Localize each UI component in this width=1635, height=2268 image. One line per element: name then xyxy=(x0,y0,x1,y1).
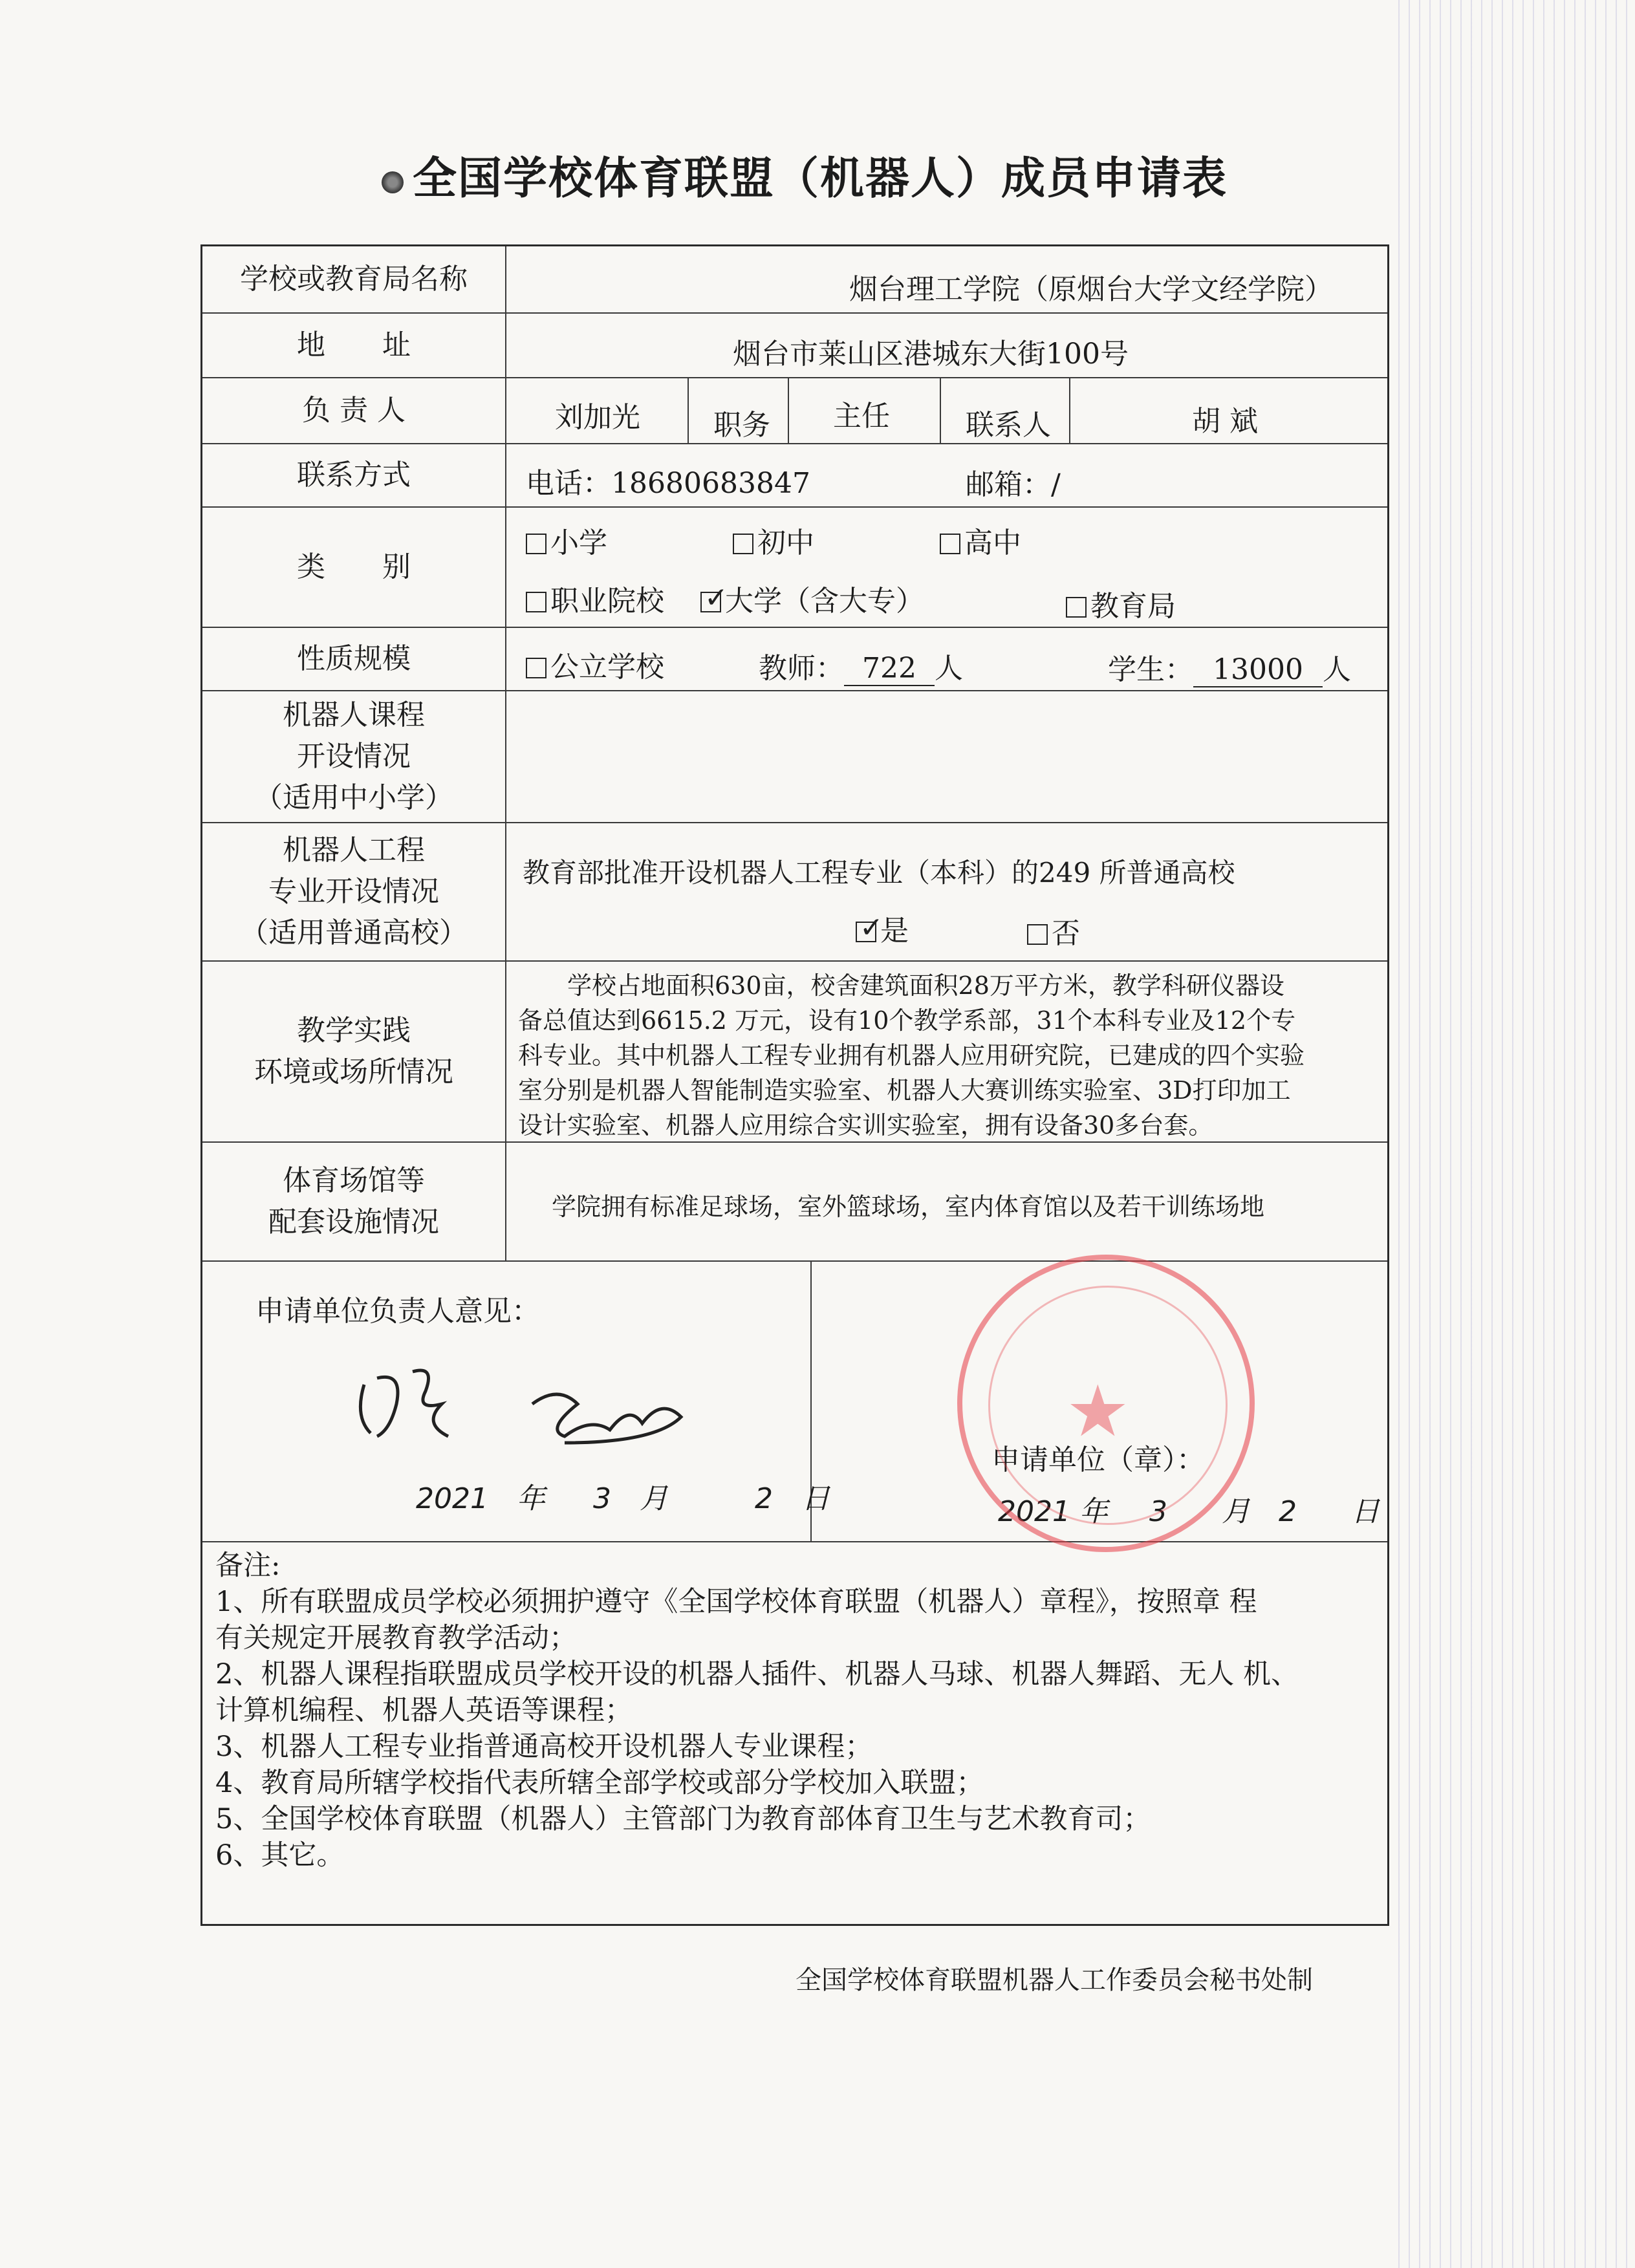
student-unit: 人 xyxy=(1323,653,1351,686)
note-item: 3、机器人工程专业指普通高校开设机器人专业课程； xyxy=(215,1731,873,1763)
category-option-junior[interactable] xyxy=(733,519,814,561)
email-value: 邮箱：/ xyxy=(966,468,1061,501)
year-unit: 年 xyxy=(516,1482,545,1515)
checkbox-icon xyxy=(733,534,753,554)
label-line: 教学实践 xyxy=(297,1014,411,1047)
contact-info-label: 联系方式 xyxy=(202,444,506,506)
seal-label: 申请单位（章）： xyxy=(991,1443,1205,1476)
right-month: 3 xyxy=(1149,1495,1167,1528)
divider xyxy=(940,378,941,443)
label-line: 配套设施情况 xyxy=(268,1205,439,1238)
note-item: 1、所有联盟成员学校必须拥护遵守《全国学校体育联盟（机器人）章程》，按照章 程 xyxy=(215,1586,1257,1618)
month-unit: 月 xyxy=(639,1482,668,1515)
notes-section xyxy=(215,1548,1299,1874)
label-line: 环境或场所情况 xyxy=(254,1055,453,1088)
teacher-unit: 人 xyxy=(935,652,963,685)
school-value: 烟台理工学院（原烟台大学文经学院） xyxy=(849,273,1333,306)
category-option-education-bureau[interactable] xyxy=(1066,583,1176,624)
label-line: 开设情况 xyxy=(297,740,411,773)
label-line: 机器人工程 xyxy=(283,834,425,867)
teaching-practice-label xyxy=(202,962,506,1141)
month-unit: 月 xyxy=(1221,1495,1250,1528)
footer-issuer: 全国学校体育联盟机器人工作委员会秘书处制 xyxy=(796,1965,1313,1995)
label-line: 专业开设情况 xyxy=(268,875,439,908)
day-unit: 日 xyxy=(801,1482,830,1515)
contact-person-value: 胡 斌 xyxy=(1192,405,1258,438)
note-item: 5、全国学校体育联盟（机器人）主管部门为教育部体育卫生与艺术教育司； xyxy=(215,1803,1151,1835)
category-option-primary[interactable] xyxy=(526,519,607,561)
public-school-option[interactable] xyxy=(526,643,664,685)
divider xyxy=(688,378,689,443)
category-option-vocational[interactable] xyxy=(526,578,664,619)
checkbox-icon xyxy=(1066,597,1087,618)
option-label: 公立学校 xyxy=(550,651,664,684)
row-school xyxy=(202,246,1387,314)
form-title xyxy=(382,144,1313,202)
robot-course-label xyxy=(202,691,506,822)
category-option-senior[interactable] xyxy=(940,519,1021,561)
address-label: 地 址 xyxy=(202,314,506,377)
left-year: 2021 xyxy=(416,1482,488,1515)
leader-name: 刘加光 xyxy=(555,401,640,434)
leader-opinion-label: 申请单位负责人意见： xyxy=(255,1295,540,1328)
right-day: 2 xyxy=(1278,1495,1297,1528)
label-line: （适用中小学） xyxy=(254,781,453,814)
day-unit: 日 xyxy=(1350,1495,1380,1528)
official-seal xyxy=(957,1255,1255,1552)
paragraph-line: 学校占地面积630亩，校舍建筑面积28万平方米，教学科研仪器设 xyxy=(518,971,1284,1000)
teacher-count xyxy=(759,645,963,686)
option-label: 职业院校 xyxy=(550,585,664,618)
school-label: 学校或教育局名称 xyxy=(202,246,506,312)
answer-yes[interactable] xyxy=(856,907,909,949)
row-nature xyxy=(202,628,1387,691)
option-label: 高中 xyxy=(964,526,1021,559)
option-label: 是 xyxy=(880,914,909,947)
label-line: 机器人课程 xyxy=(283,698,425,731)
checkbox-checked-icon xyxy=(700,592,721,612)
category-option-university[interactable] xyxy=(700,578,924,619)
label-line: 体育场馆等 xyxy=(283,1164,425,1197)
teacher-value: 722 xyxy=(844,652,935,686)
contact-person-label: 联系人 xyxy=(966,409,1051,442)
divider xyxy=(788,378,789,443)
robot-engineering-question: 教育部批准开设机器人工程专业（本科）的249 所普通高校 xyxy=(523,857,1235,889)
note-item: 6、其它。 xyxy=(215,1839,345,1872)
row-leader xyxy=(202,378,1387,444)
address-value: 烟台市莱山区港城东大街100号 xyxy=(733,338,1129,371)
option-label: 教育局 xyxy=(1090,590,1176,623)
position-label: 职务 xyxy=(713,409,770,442)
option-label: 初中 xyxy=(757,526,814,559)
category-label: 类 别 xyxy=(202,508,506,627)
phone-value: 电话：18680683847 xyxy=(526,467,810,500)
left-date xyxy=(416,1475,830,1517)
nature-label: 性质规模 xyxy=(202,628,506,690)
student-label: 学生： xyxy=(1108,653,1193,686)
scan-edge-lines xyxy=(1389,0,1635,2268)
robot-engineering-label xyxy=(202,823,506,960)
row-category xyxy=(202,508,1387,628)
teacher-label: 教师： xyxy=(759,652,844,685)
note-item: 计算机编程、机器人英语等课程； xyxy=(215,1694,633,1727)
checkbox-icon xyxy=(526,534,547,554)
paragraph-line: 室分别是机器人智能制造实验室、机器人大赛训练实验室、3D打印加工 xyxy=(518,1076,1291,1105)
answer-no[interactable] xyxy=(1027,910,1080,951)
checkbox-icon xyxy=(526,592,547,612)
application-form xyxy=(200,244,1389,1926)
checkbox-icon xyxy=(1027,924,1048,945)
teaching-practice-text xyxy=(518,968,1385,1143)
option-label: 大学（含大专） xyxy=(725,585,924,618)
row-sports-facilities xyxy=(202,1143,1387,1262)
paragraph-line: 科专业。其中机器人工程专业拥有机器人应用研究院，已建成的四个实验 xyxy=(518,1041,1305,1070)
seal-star-icon: ★ xyxy=(1066,1370,1130,1453)
sports-facilities-value: 学院拥有标准足球场，室外篮球场，室内体育馆以及若干训练场地 xyxy=(552,1193,1265,1221)
paragraph-line: 设计实验室、机器人应用综合实训实验室，拥有设备30多台套。 xyxy=(518,1111,1213,1139)
paragraph-line: 备总值达到6615.2 万元，设有10个教学系部，31个本科专业及12个专 xyxy=(518,1006,1296,1035)
row-contact-info xyxy=(202,444,1387,508)
note-item: 有关规定开展教育教学活动； xyxy=(215,1622,577,1654)
year-unit: 年 xyxy=(1079,1495,1108,1528)
bullet-icon xyxy=(382,171,404,193)
student-count xyxy=(1108,646,1351,687)
sports-facilities-label xyxy=(202,1143,506,1260)
row-robot-engineering xyxy=(202,823,1387,962)
label-line: （适用普通高校） xyxy=(240,916,468,949)
right-year: 2021 xyxy=(998,1495,1070,1528)
left-month: 3 xyxy=(592,1482,611,1515)
note-item: 2、机器人课程指联盟成员学校开设的机器人插件、机器人马球、机器人舞蹈、无人 机、 xyxy=(215,1658,1299,1690)
row-robot-course xyxy=(202,691,1387,823)
option-label: 小学 xyxy=(550,526,607,559)
leader-label: 负 责 人 xyxy=(202,378,506,443)
checkbox-checked-icon xyxy=(856,922,876,942)
checkbox-icon xyxy=(526,658,547,678)
student-value: 13000 xyxy=(1193,653,1323,687)
left-day: 2 xyxy=(754,1482,773,1515)
notes-title: 备注: xyxy=(215,1550,281,1582)
position-value: 主任 xyxy=(833,400,890,433)
handwritten-signature xyxy=(351,1359,713,1456)
option-label: 否 xyxy=(1052,917,1080,950)
checkbox-icon xyxy=(940,534,960,554)
note-item: 4、教育局所辖学校指代表所辖全部学校或部分学校加入联盟； xyxy=(215,1767,984,1799)
row-teaching-practice xyxy=(202,962,1387,1143)
title-text: 全国学校体育联盟（机器人）成员申请表 xyxy=(413,153,1228,204)
row-address xyxy=(202,314,1387,378)
divider xyxy=(1069,378,1070,443)
